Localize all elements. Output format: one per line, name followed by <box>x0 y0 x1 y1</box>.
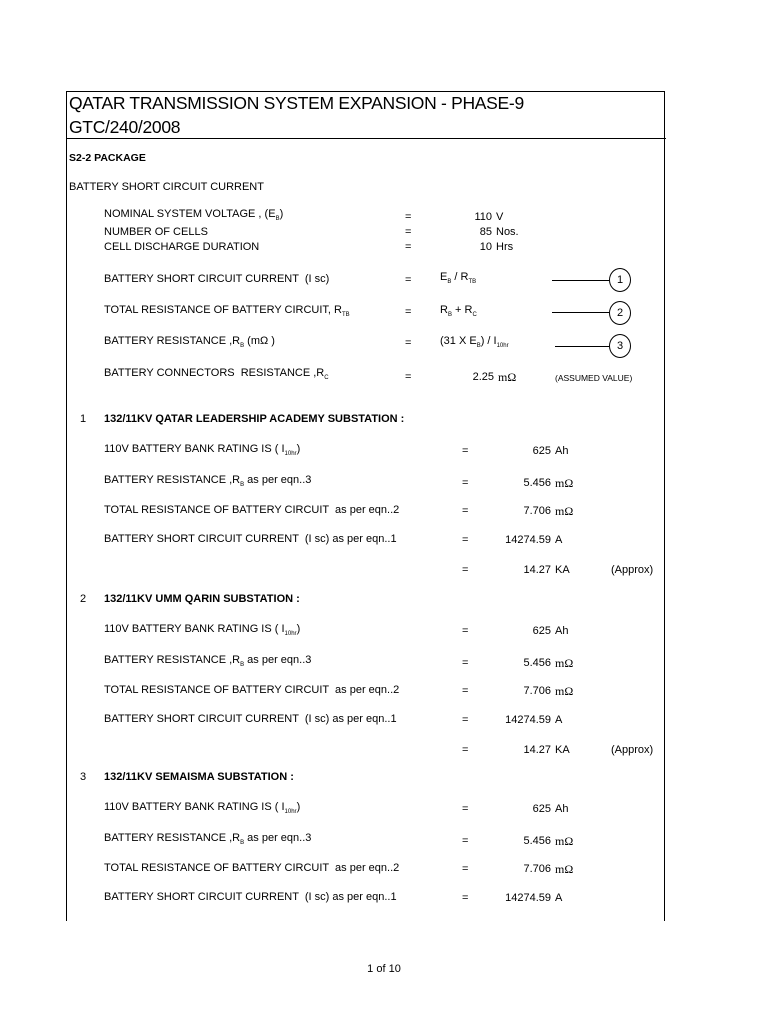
calculation-row <box>0 504 768 518</box>
calculation-label <box>104 684 399 697</box>
text-segment: + R <box>451 304 473 316</box>
equals-sign: = <box>405 337 412 349</box>
calculation-row <box>0 533 768 547</box>
equation-expression <box>440 271 476 289</box>
text-segment: TOTAL RESISTANCE OF BATTERY CIRCUIT as per eqn..2 <box>104 684 400 696</box>
subscript: B <box>476 343 481 349</box>
equals-sign: = <box>462 564 469 576</box>
equals-sign: = <box>405 274 412 286</box>
calculation-label <box>104 623 300 641</box>
value-number: 14274.59 <box>505 534 551 546</box>
substation-header <box>0 413 768 427</box>
subscript: B <box>447 279 452 285</box>
equals-sign: = <box>462 863 469 875</box>
subscript: 10hr <box>284 631 297 637</box>
equation-label <box>104 335 275 353</box>
equation-label <box>104 304 350 322</box>
value-unit: Hrs <box>496 241 514 253</box>
value-number: 5.456 <box>523 835 551 847</box>
calculation-row <box>0 684 768 698</box>
parameter-label <box>104 226 208 239</box>
value-number: 110 <box>474 211 492 223</box>
equals-sign: = <box>462 477 469 489</box>
text-segment: 110V BATTERY BANK RATING IS ( I <box>104 443 285 455</box>
calculation-label <box>104 474 311 492</box>
subscript: 10hr <box>284 451 297 457</box>
parameter-row <box>0 241 768 255</box>
subscript: B <box>240 840 245 846</box>
subscript: B <box>275 216 280 222</box>
text-segment: BATTERY RESISTANCE ,R <box>104 474 241 486</box>
value-unit: Ah <box>555 803 569 815</box>
subscript: TB <box>468 279 477 285</box>
approx-note: (Approx) <box>611 564 654 576</box>
text-segment: BATTERY RESISTANCE ,R <box>104 335 241 347</box>
value-number: 85 <box>479 226 492 238</box>
value-number: 5.456 <box>523 477 551 489</box>
substation-header <box>0 771 768 785</box>
value-unit: mΩ <box>555 476 574 490</box>
value-unit: A <box>555 714 563 726</box>
text-segment: CELL DISCHARGE DURATION <box>104 241 260 253</box>
equals-sign: = <box>462 835 469 847</box>
equals-sign: = <box>405 371 412 383</box>
connector-resistance-row <box>0 367 768 384</box>
equals-sign: = <box>462 505 469 517</box>
substation-header <box>0 593 768 607</box>
text-segment: NUMBER OF CELLS <box>104 226 208 238</box>
value-number: 2.25 <box>472 371 494 383</box>
text-segment: ) <box>296 443 301 455</box>
equals-sign: = <box>405 306 412 318</box>
equation-number-marker: 1 <box>609 268 631 292</box>
text-segment: R <box>440 304 448 316</box>
value-unit: mΩ <box>498 370 517 384</box>
subscript: 10hr <box>496 343 509 349</box>
calculation-row <box>0 862 768 876</box>
equals-sign: = <box>405 211 412 223</box>
page-title-line2: GTC/240/2008 <box>69 117 181 137</box>
value-number: 625 <box>532 625 551 637</box>
value-number: 7.706 <box>523 863 551 875</box>
text-segment: BATTERY SHORT CIRCUIT CURRENT (I sc) as per eqn..1 <box>104 713 397 725</box>
text-segment: BATTERY RESISTANCE ,R <box>104 832 241 844</box>
value-number: 7.706 <box>523 685 551 697</box>
value-number: 7.706 <box>523 505 551 517</box>
approx-note: (Approx) <box>611 744 654 756</box>
equals-sign: = <box>462 714 469 726</box>
substation-title: 132/11KV UMM QARIN SUBSTATION : <box>104 593 300 605</box>
text-segment: BATTERY SHORT CIRCUIT CURRENT (I sc) <box>104 273 330 285</box>
text-segment: ) <box>279 208 284 220</box>
equation-expression <box>440 335 509 353</box>
subscript: 10hr <box>284 809 297 815</box>
value-unit: mΩ <box>555 862 574 876</box>
equals-sign: = <box>462 445 469 457</box>
calculation-row <box>0 654 768 668</box>
equation-number-marker: 2 <box>609 301 631 325</box>
value-unit: V <box>496 211 504 223</box>
value-unit: Ah <box>555 625 569 637</box>
value-unit: mΩ <box>555 504 574 518</box>
equals-sign: = <box>462 685 469 697</box>
value-unit: mΩ <box>555 834 574 848</box>
text-segment: (mΩ ) <box>244 335 275 347</box>
text-segment: TOTAL RESISTANCE OF BATTERY CIRCUIT, R <box>104 304 342 316</box>
equals-sign: = <box>462 534 469 546</box>
value-unit: A <box>555 534 563 546</box>
calculation-row <box>0 801 768 815</box>
calculation-row <box>0 474 768 488</box>
value-number: 10 <box>479 241 492 253</box>
text-segment: (31 X E <box>440 335 477 347</box>
calculation-row <box>0 832 768 846</box>
calculation-label <box>104 533 397 546</box>
value-number: 5.456 <box>523 657 551 669</box>
value-unit: Ah <box>555 445 569 457</box>
value-unit: Nos. <box>496 226 519 238</box>
text-segment: TOTAL RESISTANCE OF BATTERY CIRCUIT as per eqn..2 <box>104 862 400 874</box>
equation-label <box>104 273 329 286</box>
value-unit: KA <box>555 744 570 756</box>
text-segment: ) <box>296 801 301 813</box>
subscript: B <box>240 343 245 349</box>
subscript: TB <box>341 312 350 318</box>
connector-resistance-label <box>104 367 329 385</box>
equation-leader-line <box>552 280 609 281</box>
value-number: 14274.59 <box>505 892 551 904</box>
page-footer: 1 of 10 <box>367 963 401 975</box>
calculation-label <box>104 832 311 850</box>
text-segment: BATTERY SHORT CIRCUIT CURRENT (I sc) as per eqn..1 <box>104 533 397 545</box>
subscript: B <box>240 662 245 668</box>
package-label: S2-2 PACKAGE <box>69 152 146 164</box>
section-number: 2 <box>80 593 87 605</box>
subscript: C <box>472 312 477 318</box>
equals-sign: = <box>405 241 412 253</box>
parameter-label <box>104 241 259 254</box>
section-number: 1 <box>80 413 87 425</box>
equation-expression <box>440 304 477 322</box>
calculation-label <box>104 891 397 904</box>
text-segment: TOTAL RESISTANCE OF BATTERY CIRCUIT as per eqn..2 <box>104 504 400 516</box>
equation-row <box>0 273 768 287</box>
text-segment: as per eqn..3 <box>244 832 312 844</box>
text-segment: as per eqn..3 <box>244 654 312 666</box>
value-unit: mΩ <box>555 656 574 670</box>
calculation-row <box>0 713 768 727</box>
equation-number-marker: 3 <box>609 334 631 358</box>
assumed-value-note: (ASSUMED VALUE) <box>555 373 633 383</box>
text-segment: ) <box>296 623 301 635</box>
substation-title: 132/11KV QATAR LEADERSHIP ACADEMY SUBSTATION : <box>104 413 405 425</box>
parameter-label <box>104 208 283 226</box>
calculation-row <box>0 623 768 637</box>
value-number: 14.27 <box>523 744 551 756</box>
calculation-row <box>0 743 768 757</box>
calculation-row <box>0 563 768 577</box>
equals-sign: = <box>405 226 412 238</box>
calculation-label <box>104 654 311 672</box>
parameter-row <box>0 208 768 222</box>
calculation-row <box>0 443 768 457</box>
equals-sign: = <box>462 657 469 669</box>
value-unit: A <box>555 892 563 904</box>
subscript: C <box>324 375 329 381</box>
calculation-label <box>104 801 300 819</box>
equals-sign: = <box>462 625 469 637</box>
text-segment: as per eqn..3 <box>244 474 312 486</box>
title-divider <box>66 138 666 139</box>
text-segment: 110V BATTERY BANK RATING IS ( I <box>104 623 285 635</box>
value-number: 625 <box>532 445 551 457</box>
text-segment: 110V BATTERY BANK RATING IS ( I <box>104 801 285 813</box>
calculation-label <box>104 504 399 517</box>
text-segment: ) / I <box>480 335 497 347</box>
value-number: 625 <box>532 803 551 815</box>
text-segment: BATTERY CONNECTORS RESISTANCE ,R <box>104 367 325 379</box>
text-segment: BATTERY RESISTANCE ,R <box>104 654 241 666</box>
text-segment: E <box>440 271 448 283</box>
section-number: 3 <box>80 771 87 783</box>
equals-sign: = <box>462 803 469 815</box>
equals-sign: = <box>462 744 469 756</box>
substation-title: 132/11KV SEMAISMA SUBSTATION : <box>104 771 294 783</box>
equation-row <box>0 335 768 352</box>
equation-leader-line <box>555 346 609 347</box>
section-heading: BATTERY SHORT CIRCUIT CURRENT <box>69 181 264 193</box>
equation-row <box>0 304 768 318</box>
text-segment: BATTERY SHORT CIRCUIT CURRENT (I sc) as per eqn..1 <box>104 891 397 903</box>
equation-leader-line <box>552 312 609 313</box>
page-title-line1: QATAR TRANSMISSION SYSTEM EXPANSION - PHASE-9 <box>69 93 524 113</box>
parameter-row <box>0 226 768 240</box>
calculation-label <box>104 862 399 875</box>
calculation-label <box>104 713 397 726</box>
value-unit: KA <box>555 564 570 576</box>
value-unit: mΩ <box>555 684 574 698</box>
text-segment: / R <box>451 271 469 283</box>
value-number: 14274.59 <box>505 714 551 726</box>
subscript: B <box>447 312 452 318</box>
text-segment: NOMINAL SYSTEM VOLTAGE , (E <box>104 208 276 220</box>
value-number: 14.27 <box>523 564 551 576</box>
calculation-row <box>0 891 768 905</box>
equals-sign: = <box>462 892 469 904</box>
calculation-label <box>104 443 300 461</box>
subscript: B <box>240 482 245 488</box>
